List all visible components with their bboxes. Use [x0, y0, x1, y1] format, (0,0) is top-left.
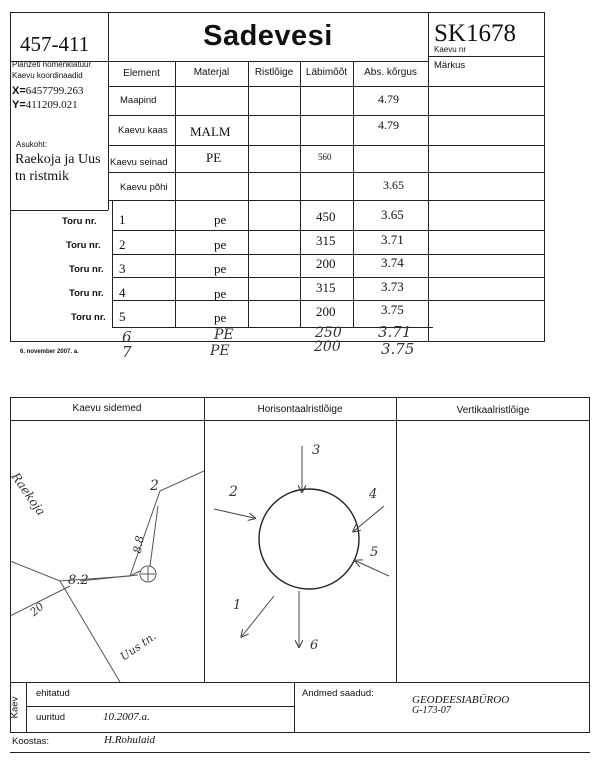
extra-pipe-number: 7 [122, 343, 132, 361]
pipe-line-2 [112, 254, 545, 255]
footer-author-value: H.Rohulaid [104, 734, 156, 746]
notes-label: Märkus [434, 60, 466, 71]
extra-pipe-number: 6 [122, 328, 132, 346]
col-line-diameter [300, 61, 301, 327]
well-number-bottom [428, 56, 545, 57]
pipe-height: 3.75 [381, 302, 404, 317]
pipe-material: pe [214, 212, 227, 227]
extra-pipe-material: PE [210, 343, 230, 359]
page-title: Sadevesi [203, 20, 333, 52]
extra-pipe-diameter: 250 [315, 325, 342, 341]
row-line-0 [108, 86, 545, 87]
element-row-height: 4.79 [378, 118, 399, 132]
pipe-material: pe [214, 310, 227, 325]
extra-pipe-height: 3.75 [381, 340, 415, 358]
document-date: 6. november 2007. a. [20, 349, 79, 355]
element-row-label: Kaevu kaas [118, 125, 168, 136]
horizontal-section-sketch [204, 421, 396, 682]
footer-surveyed-value: 10.2007.a. [103, 711, 150, 723]
element-row-height: 4.79 [378, 92, 399, 106]
connections-sketch [10, 421, 204, 682]
element-row-material: PE [206, 150, 222, 165]
pipe-line-3 [112, 277, 545, 278]
col-header-material: Materjal [193, 67, 230, 78]
footer-kaev-label: Kaev [9, 696, 21, 719]
location-line-1: Raekoja ja Uus [15, 152, 101, 167]
y-coordinate [12, 99, 78, 111]
row-line-1 [108, 115, 545, 116]
title-divider [108, 61, 428, 62]
pipe-height: 3.65 [381, 207, 404, 222]
pipe-line-4 [112, 300, 545, 301]
x-value: 6457799.263 [25, 85, 84, 97]
pipe-height: 3.71 [381, 232, 404, 247]
left-column-bottom [10, 210, 108, 211]
element-row-label: Kaevu seinad [110, 157, 168, 168]
element-row-label: Maapind [120, 95, 157, 106]
row-line-2 [108, 145, 545, 146]
pipe-diameter: 200 [316, 304, 336, 319]
footer-data-label: Andmed saadud: [302, 688, 374, 699]
extra-pipe-diameter: 200 [314, 339, 341, 355]
pipe-label: Toru nr. [69, 264, 104, 275]
pipe-arrow-label: 3 [312, 443, 321, 458]
footer-data-divider [294, 682, 295, 733]
col-line-left-pipes [112, 200, 113, 327]
pipe-arrow-label: 2 [229, 484, 238, 500]
well-number-divider [428, 12, 429, 342]
pipe-diameter: 200 [316, 256, 336, 271]
pipe-label: Toru nr. [69, 288, 104, 299]
footer-middle-line [26, 706, 294, 707]
pipe-diameter: 315 [316, 233, 336, 248]
sketch-label-20: 20 [27, 600, 47, 619]
location-label: Asukoht: [16, 140, 48, 149]
element-row-label: Kaevu põhi [120, 182, 168, 193]
footer-built-label: ehitatud [36, 688, 70, 699]
col-header-element: Element [123, 68, 160, 79]
pipe-arrow-label: 4 [369, 487, 378, 502]
pipe-number: 2 [119, 237, 126, 252]
col-line-section [248, 61, 249, 327]
nomenclature-label: Planzeti nomenklatuur [12, 60, 92, 69]
sketch-distance-88: 8.8 [130, 534, 147, 555]
footer-author-label: Koostas: [12, 736, 49, 747]
pipe-arrow-label: 5 [370, 545, 379, 560]
footer-author-line [10, 752, 590, 753]
extra-pipe-material: PE [214, 327, 234, 343]
element-row-material: MALM [190, 124, 231, 139]
well-number: SK1678 [434, 20, 516, 47]
y-value: 411209.021 [25, 99, 78, 111]
section-vertical-title: Vertikaalristlõige [456, 405, 530, 416]
pipe-number: 3 [119, 261, 126, 276]
pipe-material: pe [214, 286, 227, 301]
pipe-number: 4 [119, 285, 126, 300]
x-label: X= [12, 85, 26, 97]
pipe-number: 5 [119, 309, 126, 324]
pipe-label: Toru nr. [62, 216, 97, 227]
sketch-label-2: 2 [150, 478, 159, 494]
sketch-distance-82: 8.2 [68, 573, 89, 588]
footer-surveyed-label: uuritud [36, 712, 66, 723]
col-header-height: Abs. kõrgus [364, 67, 417, 78]
extra-pipe-height: 3.71 [378, 323, 412, 341]
footer-data-code: G-173-07 [412, 705, 451, 716]
section-connections-title: Kaevu sidemed [72, 403, 142, 414]
pipe-arrow-label: 6 [310, 638, 319, 653]
well-number-label: Kaevu nr [434, 45, 467, 54]
footer-data-source: GEODEESIABÜROO [412, 694, 510, 706]
footer-kaev-divider [26, 682, 27, 733]
pipe-number: 1 [119, 212, 126, 227]
pipe-height: 3.73 [381, 279, 404, 294]
sketch-col-line-2 [396, 397, 397, 682]
pipe-height: 3.74 [381, 255, 404, 270]
sketch-label-raekoja: Raekoja [8, 470, 49, 519]
location-line-2: tn ristmik [15, 169, 70, 184]
col-header-section: Ristlõige [254, 67, 294, 78]
element-row-diameter: 560 [318, 152, 332, 162]
y-label: Y= [12, 99, 26, 111]
x-coordinate [12, 85, 84, 97]
pipe-material: pe [214, 237, 227, 252]
row-line-4 [108, 200, 545, 201]
pipe-diameter: 315 [316, 280, 336, 295]
row-line-3 [108, 172, 545, 173]
pipe-label: Toru nr. [66, 240, 101, 251]
pipe-label: Toru nr. [71, 312, 106, 323]
section-horizontal-title: Horisontaalristlõige [257, 404, 343, 415]
element-row-height: 3.65 [383, 178, 404, 192]
pipe-material: pe [214, 261, 227, 276]
col-line-material [175, 61, 176, 327]
sketch-bottom-line [10, 682, 590, 683]
coords-label: Kaevu koordinaadid [12, 71, 83, 80]
pipe-diameter: 450 [316, 209, 336, 224]
sketch-label-uus: Uus tn. [117, 629, 159, 664]
pipe-line-1 [112, 230, 545, 231]
pipe-arrow-label: 1 [233, 598, 242, 613]
col-line-height [353, 61, 354, 327]
nomenclature-value: 457-411 [20, 32, 90, 56]
col-header-diameter: Läbimõõt [305, 67, 348, 78]
